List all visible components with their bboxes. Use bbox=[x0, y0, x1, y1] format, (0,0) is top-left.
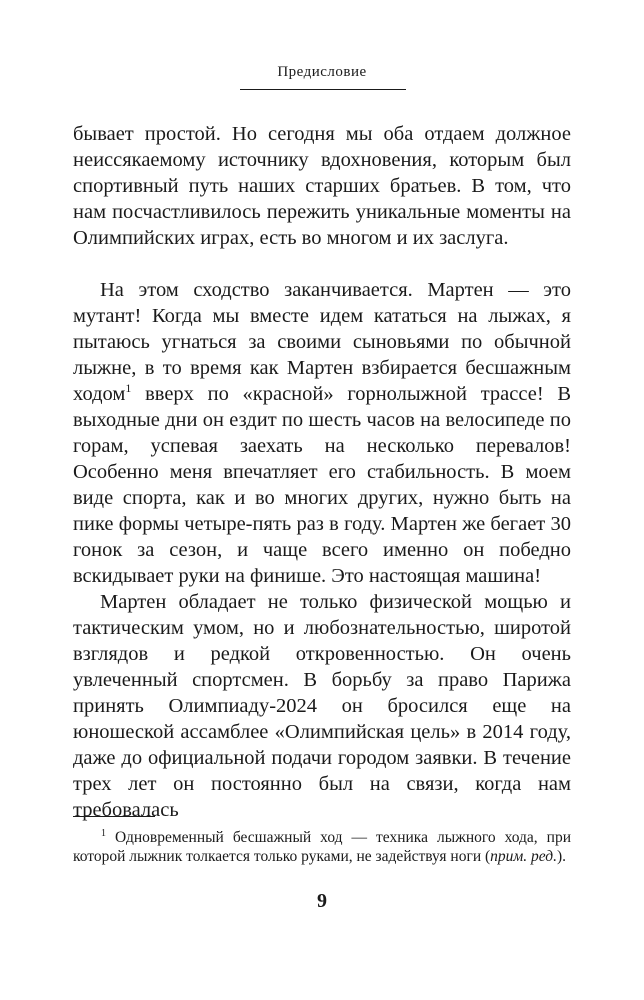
paragraph-marten-text-a: На этом сходство заканчивается. Мартен — это мутант! Когда мы вместе идем кататься на лыжах, я пытаюсь угнаться за своими сыновьями по обычной лыжне, в то время как Мартен взбирается бесшажным ходом bbox=[73, 279, 571, 405]
footnote-text: Одновременный бесшажный ход — техника лыжного хода, при которой лыжник толкается только руками, не задействуя ноги ( bbox=[73, 829, 571, 865]
footnote-number: 1 bbox=[101, 827, 106, 839]
footnote-editor-note: прим. ред. bbox=[490, 848, 558, 865]
body-text bbox=[73, 121, 571, 823]
paragraph-qualities: Мартен обладает не только физической мощью и тактическим умом, но и любознательностью, широтой взглядов и редкой откровенностью. Он очень увлеченный спортсмен. В борьбу за право Парижа принять Олимпиаду-2024 он бросился еще на юношеской ассамблее «Олимпийская цель» в 2014 году, даже до официальной подачи городом заявки. В течение трех лет он постоянно был на связи, когда нам требовалась bbox=[73, 591, 571, 821]
footnote-reference[interactable]: 1 bbox=[125, 381, 132, 396]
page-number: 9 bbox=[317, 890, 327, 912]
paragraph-marten bbox=[73, 277, 571, 589]
running-head: Предисловие bbox=[277, 64, 367, 80]
paragraph-continued: бывает простой. Но сегодня мы оба отдаем должное неиссякаемому источнику вдохновения, которым был спортивный путь наших старших братьев. В том, что нам посчастливилось пережить уникальные моменты на Олимпийских играх, есть во многом и их заслуга. bbox=[73, 123, 571, 249]
footnote bbox=[73, 828, 571, 866]
running-head-rule bbox=[240, 89, 406, 90]
footnote-rule bbox=[73, 816, 155, 817]
footnote-tail: ). bbox=[557, 848, 567, 865]
paragraph-marten-text-b: вверх по «красной» горнолыжной трассе! В выходные дни он ездит по шесть часов на велосипеде по горам, успевая заехать на несколько перевалов! Особенно меня впечатляет его стабильность. В моем виде спорта, как и во многих других, нужно быть на пике формы четыре-пять раз в году. Мартен же бегает 30 гонок за сезон, и чаще всего именно он победно вскидывает руки на финише. Это настоящая машина! bbox=[73, 383, 571, 587]
